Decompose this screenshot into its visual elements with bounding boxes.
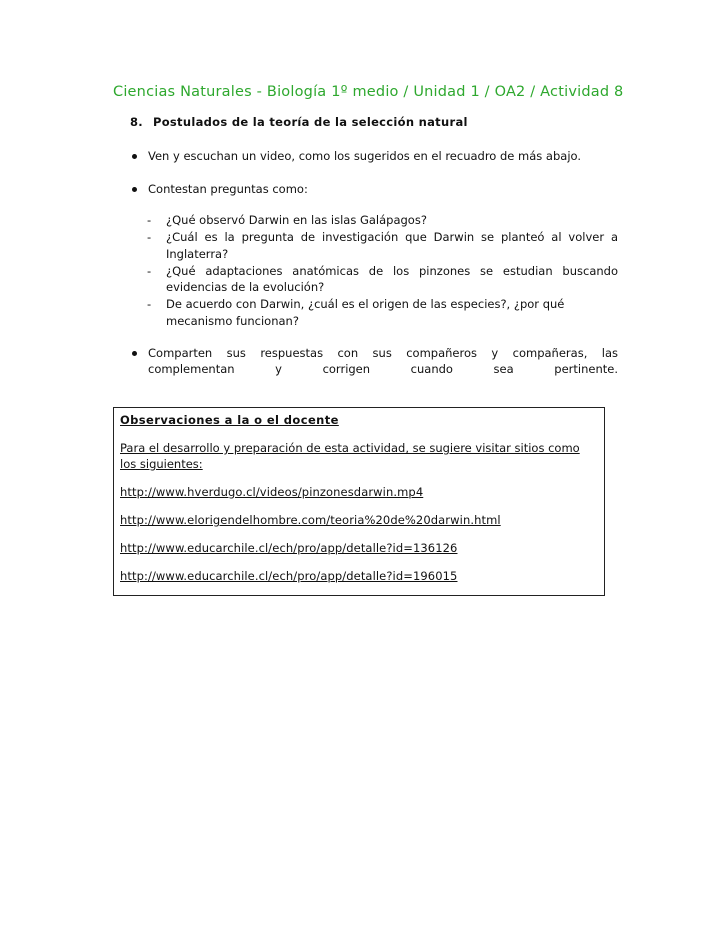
section-number: 8. xyxy=(130,115,143,129)
teacher-notes-box xyxy=(113,407,605,596)
question-text: De acuerdo con Darwin, ¿cuál es el origen de las especies?, ¿por qué mecanismo funcionan? xyxy=(166,297,565,328)
question-list xyxy=(147,212,618,330)
bullet-item-share: Comparten sus respuestas con sus compañeros y compañeras, las complementan y corrigen cuando sea pertinente. xyxy=(148,346,618,376)
page-header: Ciencias Naturales - Biología 1º medio / Unidad 1 / OA2 / Actividad 8 xyxy=(113,84,624,100)
question-item: - ¿Qué adaptaciones anatómicas de los pinzones se estudian buscando evidencias de la evolución? xyxy=(147,263,618,294)
question-item: - ¿Cuál es la pregunta de investigación que Darwin se planteó al volver a Inglaterra? xyxy=(147,230,618,261)
section-title xyxy=(130,115,468,129)
question-text: ¿Qué adaptaciones anatómicas de los pinzones se estudian buscando evidencias de la evolución? xyxy=(166,263,618,294)
notes-link[interactable]: http://www.hverdugo.cl/videos/pinzonesdarwin.mp4 xyxy=(120,485,424,499)
notes-title: Observaciones a la o el docente xyxy=(120,413,339,427)
section-title-text: Postulados de la teoría de la selección natural xyxy=(152,115,468,129)
bullet-item-video: Ven y escuchan un video, como los sugeridos en el recuadro de más abajo. xyxy=(148,148,618,164)
notes-link[interactable]: http://www.educarchile.cl/ech/pro/app/detalle?id=136126 xyxy=(120,541,458,555)
question-text: ¿Qué observó Darwin en las islas Galápagos? xyxy=(166,213,427,227)
bullet-item-questions: Contestan preguntas como: xyxy=(148,181,618,197)
notes-link[interactable]: http://www.elorigendelhombre.com/teoria%20de%20darwin.html xyxy=(120,513,501,527)
question-text: ¿Cuál es la pregunta de investigación que Darwin se planteó al volver a Inglaterra? xyxy=(166,230,618,261)
question-item: - ¿Qué observó Darwin en las islas Galápagos? xyxy=(147,213,427,227)
notes-intro: Para el desarrollo y preparación de esta actividad, se sugiere visitar sitios como los siguientes: xyxy=(120,441,580,471)
question-item: - De acuerdo con Darwin, ¿cuál es el origen de las especies?, ¿por qué mecanismo funcionan? xyxy=(147,297,565,328)
notes-link[interactable]: http://www.educarchile.cl/ech/pro/app/detalle?id=196015 xyxy=(120,569,458,583)
